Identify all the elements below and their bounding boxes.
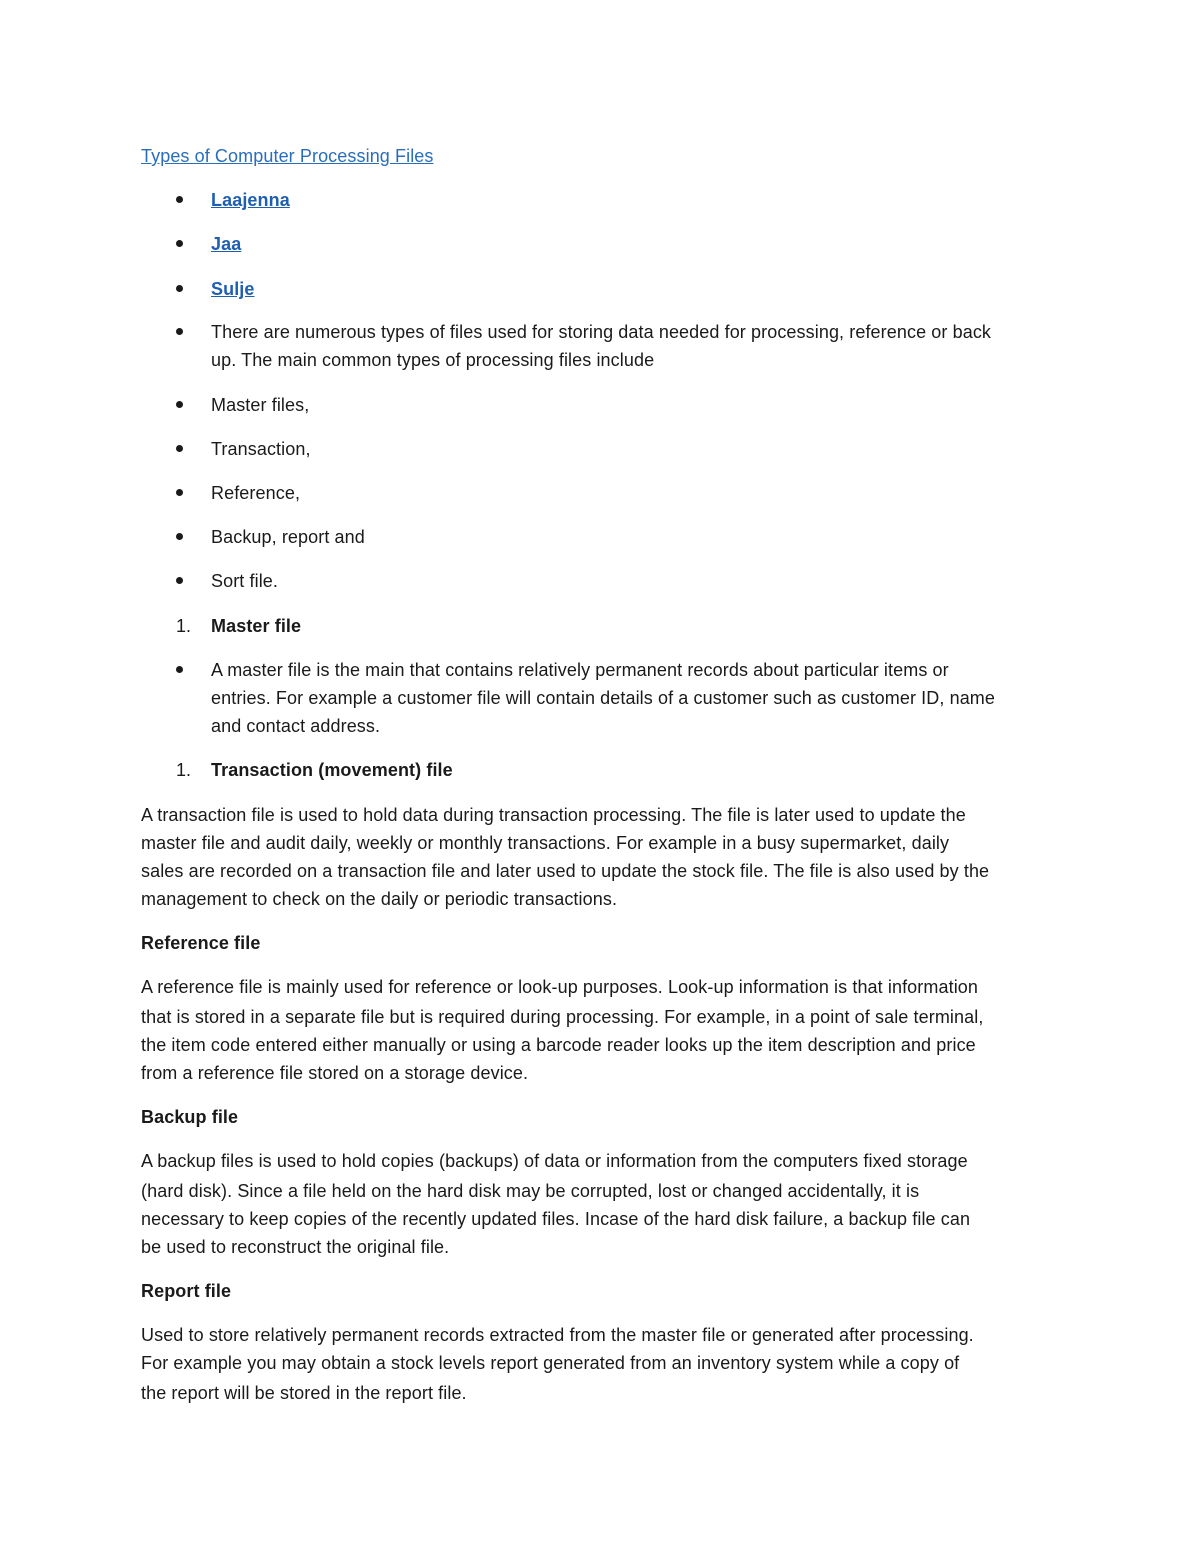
- type-item-backup: Backup, report and: [211, 527, 365, 547]
- type-item-reference: Reference,: [211, 483, 301, 503]
- link-sulje[interactable]: Sulje: [211, 279, 255, 299]
- transaction-body-line-4: management to check on the daily or periodic transactions.: [141, 889, 618, 909]
- bullet: [176, 401, 183, 408]
- bullet: [176, 196, 183, 203]
- type-item-transaction: Transaction,: [211, 439, 311, 459]
- bullet: [176, 666, 183, 673]
- title-link[interactable]: Types of Computer Processing Files: [141, 146, 434, 166]
- report-file-heading: Report file: [141, 1281, 232, 1301]
- backup-body-line-4: be used to reconstruct the original file.: [141, 1237, 450, 1257]
- intro-line-1: There are numerous types of files used for storing data needed for processing, reference or back: [211, 322, 992, 342]
- master-body-line-1: A master file is the main that contains relatively permanent records about particular items or: [211, 660, 949, 680]
- master-body-line-2: entries. For example a customer file will contain details of a customer such as customer ID, name: [211, 688, 996, 708]
- reference-file-heading: Reference file: [141, 933, 261, 953]
- master-file-heading: Master file: [211, 616, 302, 636]
- bullet: [176, 489, 183, 496]
- backup-body-line-2: (hard disk). Since a file held on the hard disk may be corrupted, lost or changed accidentally, it is: [141, 1181, 920, 1201]
- backup-body-line-3: necessary to keep copies of the recently updated files. Incase of the hard disk failure, a backup file can: [141, 1209, 971, 1229]
- report-body-line-3: the report will be stored in the report file.: [141, 1383, 467, 1403]
- intro-line-2: up. The main common types of processing files include: [211, 350, 655, 370]
- type-item-master: Master files,: [211, 395, 310, 415]
- transaction-file-heading: Transaction (movement) file: [211, 760, 453, 780]
- report-body-line-1: Used to store relatively permanent records extracted from the master file or generated after processing.: [141, 1325, 974, 1345]
- bullet: [176, 577, 183, 584]
- transaction-body-line-2: master file and audit daily, weekly or monthly transactions. For example in a busy supermarket, daily: [141, 833, 950, 853]
- list-number: 1.: [176, 616, 192, 636]
- link-jaa[interactable]: Jaa: [211, 234, 242, 254]
- reference-body-line-1: A reference file is mainly used for reference or look-up purposes. Look-up information is that information: [141, 977, 979, 997]
- master-body-line-3: and contact address.: [211, 716, 381, 736]
- bullet: [176, 328, 183, 335]
- bullet: [176, 445, 183, 452]
- reference-body-line-2: that is stored in a separate file but is required during processing. For example, in a point of sale terminal,: [141, 1007, 984, 1027]
- bullet: [176, 240, 183, 247]
- list-number: 1.: [176, 760, 192, 780]
- reference-body-line-4: from a reference file stored on a storage device.: [141, 1063, 529, 1083]
- backup-file-heading: Backup file: [141, 1107, 239, 1127]
- type-item-sort: Sort file.: [211, 571, 279, 591]
- reference-body-line-3: the item code entered either manually or using a barcode reader looks up the item description and price: [141, 1035, 976, 1055]
- bullet: [176, 533, 183, 540]
- bullet: [176, 285, 183, 292]
- report-body-line-2: For example you may obtain a stock levels report generated from an inventory system while a copy of: [141, 1353, 960, 1373]
- link-laajenna[interactable]: Laajenna: [211, 190, 290, 210]
- backup-body-line-1: A backup files is used to hold copies (backups) of data or information from the computers fixed storage: [141, 1151, 968, 1171]
- transaction-body-line-1: A transaction file is used to hold data during transaction processing. The file is later used to update the: [141, 805, 966, 825]
- transaction-body-line-3: sales are recorded on a transaction file and later used to update the stock file. The file is also used by the: [141, 861, 990, 881]
